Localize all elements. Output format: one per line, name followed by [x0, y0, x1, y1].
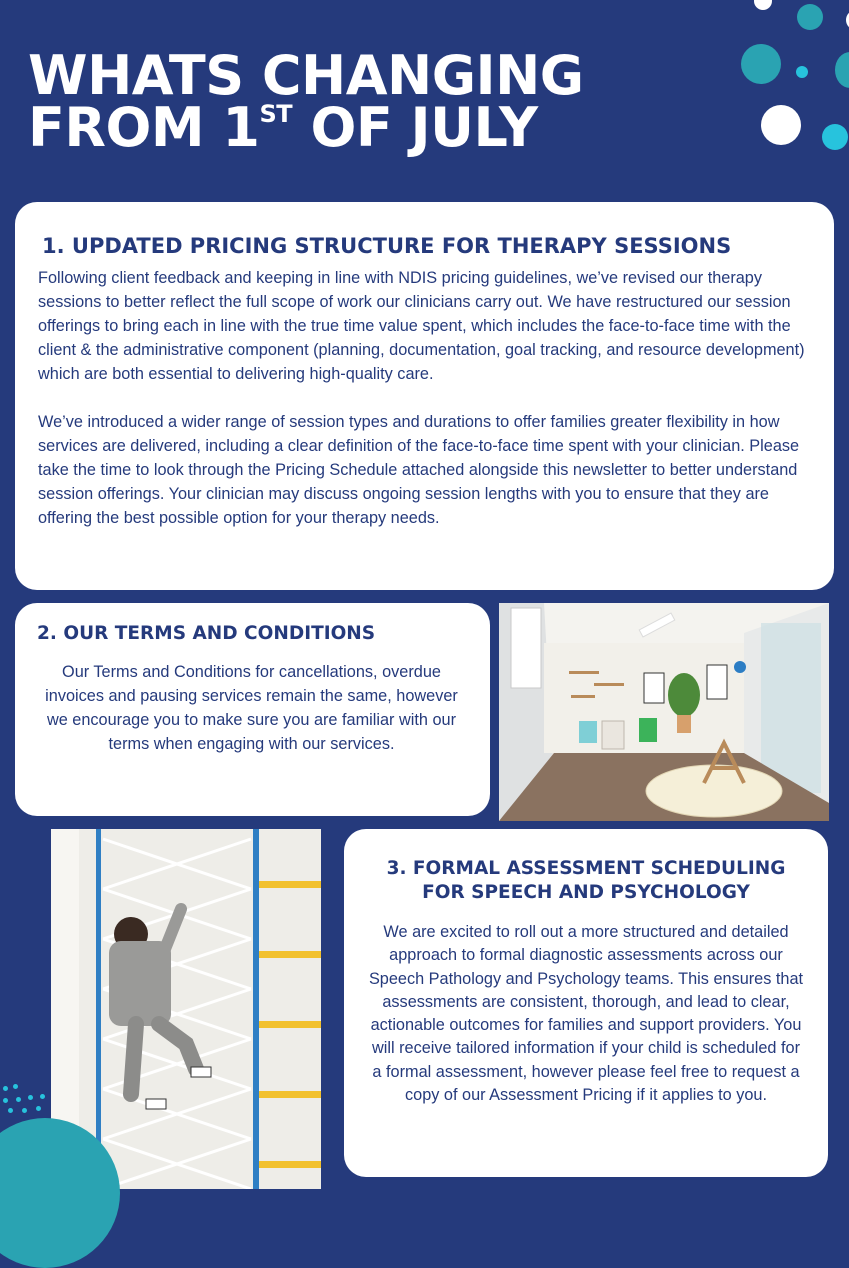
decor-dot [761, 105, 801, 145]
decor-dot [16, 1097, 21, 1102]
assessment-body-text: We are excited to roll out a more structured and detailed approach to formal diagnostic assessments across our Speech Pathology and Psychology teams. This ensures that assessments are consistent, thorough, and lead to clear, actionable outcomes for families and support providers. You will receive tailored information if your child is scheduled for a formal assessment, however please feel free to request a copy of our Assessment Pricing if it applies to you. [368, 923, 804, 1105]
decor-dot [3, 1086, 8, 1091]
pricing-paragraph-2: We’ve introduced a wider range of session types and durations to offer families greater flexibility in how services are delivered, including a clear definition of the face-to-face time spent with your clinician. Please take the time to look through the Pricing Schedule attached alongside this newsletter to better understand session offerings. Your clinician may discuss ongoing session lengths with you to ensure that they are offering the best possible option for your therapy needs. [38, 413, 800, 527]
therapy-room-photo [499, 603, 829, 821]
assessment-section-card [344, 829, 828, 1177]
glass-partition [761, 623, 821, 793]
ladder-frame-left [96, 829, 101, 1189]
decor-dot [28, 1095, 33, 1100]
ladder-rung [259, 1021, 321, 1028]
decor-dot [22, 1108, 27, 1113]
decor-dot [36, 1106, 41, 1111]
terms-section-card [15, 603, 490, 816]
pricing-section-heading: 1. UPDATED PRICING STRUCTURE FOR THERAPY SESSIONS [42, 234, 732, 258]
wall-clock-icon [734, 661, 746, 673]
ladder-frame-right [253, 829, 259, 1189]
decor-dot [40, 1094, 45, 1099]
page-title [28, 44, 584, 164]
terms-section-heading: 2. OUR TERMS AND CONDITIONS [37, 623, 376, 644]
assessment-section-heading: 3. FORMAL ASSESSMENT SCHEDULING FOR SPEECH AND PSYCHOLOGY [386, 858, 786, 903]
pricing-section-card [15, 202, 834, 590]
blue-chair [579, 721, 597, 743]
decor-dot [3, 1098, 8, 1103]
decor-dot [796, 66, 808, 78]
child-shoe [146, 1099, 166, 1109]
decor-dot [8, 1108, 13, 1113]
title-line-2 [28, 96, 584, 164]
wall-shelf [594, 683, 624, 686]
ladder-rung [259, 1091, 321, 1098]
ladder-rung [259, 1161, 321, 1168]
ladder-rung [259, 951, 321, 958]
decor-dot [822, 124, 848, 150]
decor-dot [835, 52, 849, 88]
potted-plant [668, 673, 700, 717]
whiteboard [511, 608, 541, 688]
title-line-2-end: OF JULY [292, 96, 538, 159]
title-line-1: WHATS CHANGING [28, 44, 584, 107]
decor-dot [797, 4, 823, 30]
alphabet-rug [646, 765, 782, 817]
child-shoe [191, 1067, 211, 1077]
decor-dot [754, 0, 772, 10]
wall-poster [644, 673, 664, 703]
wall-shelf [571, 695, 595, 698]
terms-body-text: Our Terms and Conditions for cancellations, overdue invoices and pausing services remain the same, however we encourage you to make sure you are familiar with our terms when engaging with our services. [45, 663, 458, 753]
title-ordinal-suffix: ST [259, 100, 293, 128]
wall-poster [707, 665, 727, 699]
title-line-2-start: FROM 1 [28, 96, 260, 159]
white-chair [602, 721, 624, 749]
plant-pot [677, 715, 691, 733]
pricing-paragraph-1: Following client feedback and keeping in line with NDIS pricing guidelines, we’ve revised our therapy sessions to better reflect the full scope of work our clinicians carry out. We have restructured our session offerings to bring each in line with the true time value spent, which includes the face-to-face time with the client & the administrative component (planning, documentation, goal tracking, and resource development) which are both essential to delivering high-quality care. [38, 269, 805, 383]
green-chair [639, 718, 657, 742]
decor-dot [13, 1084, 18, 1089]
wall-shelf [569, 671, 599, 674]
therapy-room-illustration [499, 603, 829, 821]
ladder-rung [259, 881, 321, 888]
decor-dot [741, 44, 781, 84]
